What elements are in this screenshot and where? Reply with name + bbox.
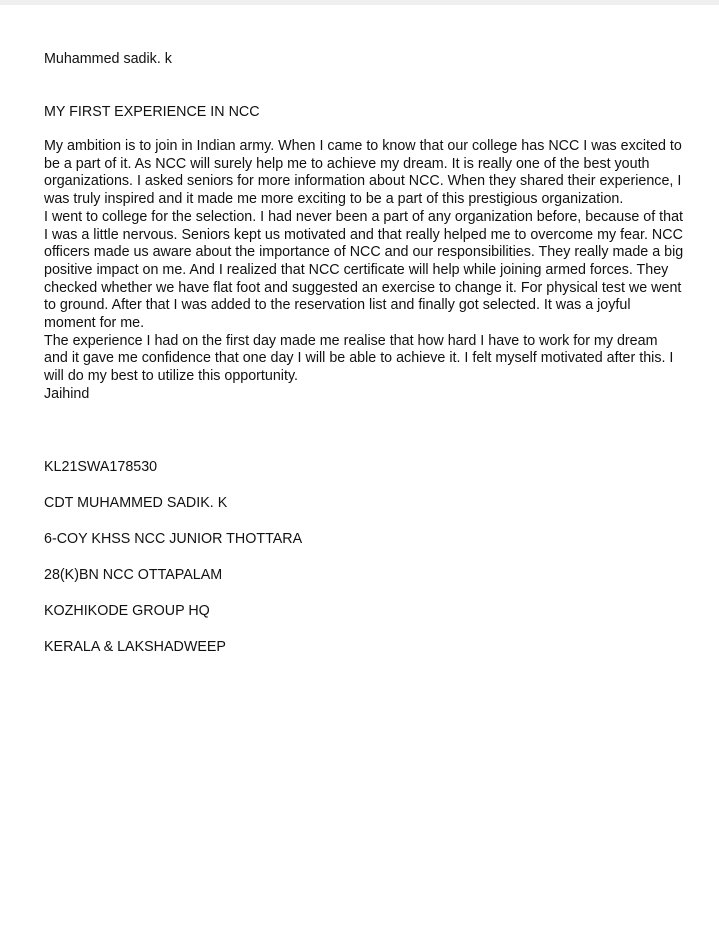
paragraph-ambition: My ambition is to join in Indian army. When I came to know that our college has NCC I was excited to be a part of it. As NCC will surely help me to achieve my dream. It is really one of the best youth organizations. I asked seniors for more information about NCC. When they shared their experience, I was truly inspired and it made me more exciting to be a part of this prestigious organization. [44, 138, 682, 208]
document-page [44, 50, 684, 655]
registration-number: KL21SWA178530 [44, 459, 158, 475]
signature-block [44, 458, 684, 674]
cadet-name: CDT MUHAMMED SADIK. K [44, 495, 228, 511]
paragraph-closing: Jaihind [44, 385, 90, 402]
battalion: 28(K)BN NCC OTTAPALAM [44, 567, 223, 583]
document-body [44, 138, 684, 404]
top-edge-strip [0, 0, 719, 5]
paragraph-first-day: The experience I had on the first day made me realise that how hard I have to work for my dream and it gave me confidence that one day I will be able to achieve it. I felt myself motivated after this. I will do my best to utilize this opportunity. [44, 332, 674, 385]
directorate: KERALA & LAKSHADWEEP [44, 639, 226, 655]
paragraph-selection: I went to college for the selection. I had never been a part of any organization before, because of that I was a little nervous. Seniors kept us motivated and that really helped me to overcome my fear. NCC officers made us aware about the importance of NCC and our responsibilities. They really made a big positive impact on me. And I realized that NCC certificate will help while joining armed forces. They checked whether we have flat foot and suggested an exercise to change it. For physical test we went to ground. After that I was added to the reservation list and finally got selected. It was a joyful moment for me. [44, 208, 684, 332]
company-unit: 6-COY KHSS NCC JUNIOR THOTTARA [44, 531, 303, 547]
document-heading: MY FIRST EXPERIENCE IN NCC [44, 104, 260, 120]
group-hq: KOZHIKODE GROUP HQ [44, 603, 210, 619]
author-name: Muhammed sadik. k [44, 51, 172, 67]
